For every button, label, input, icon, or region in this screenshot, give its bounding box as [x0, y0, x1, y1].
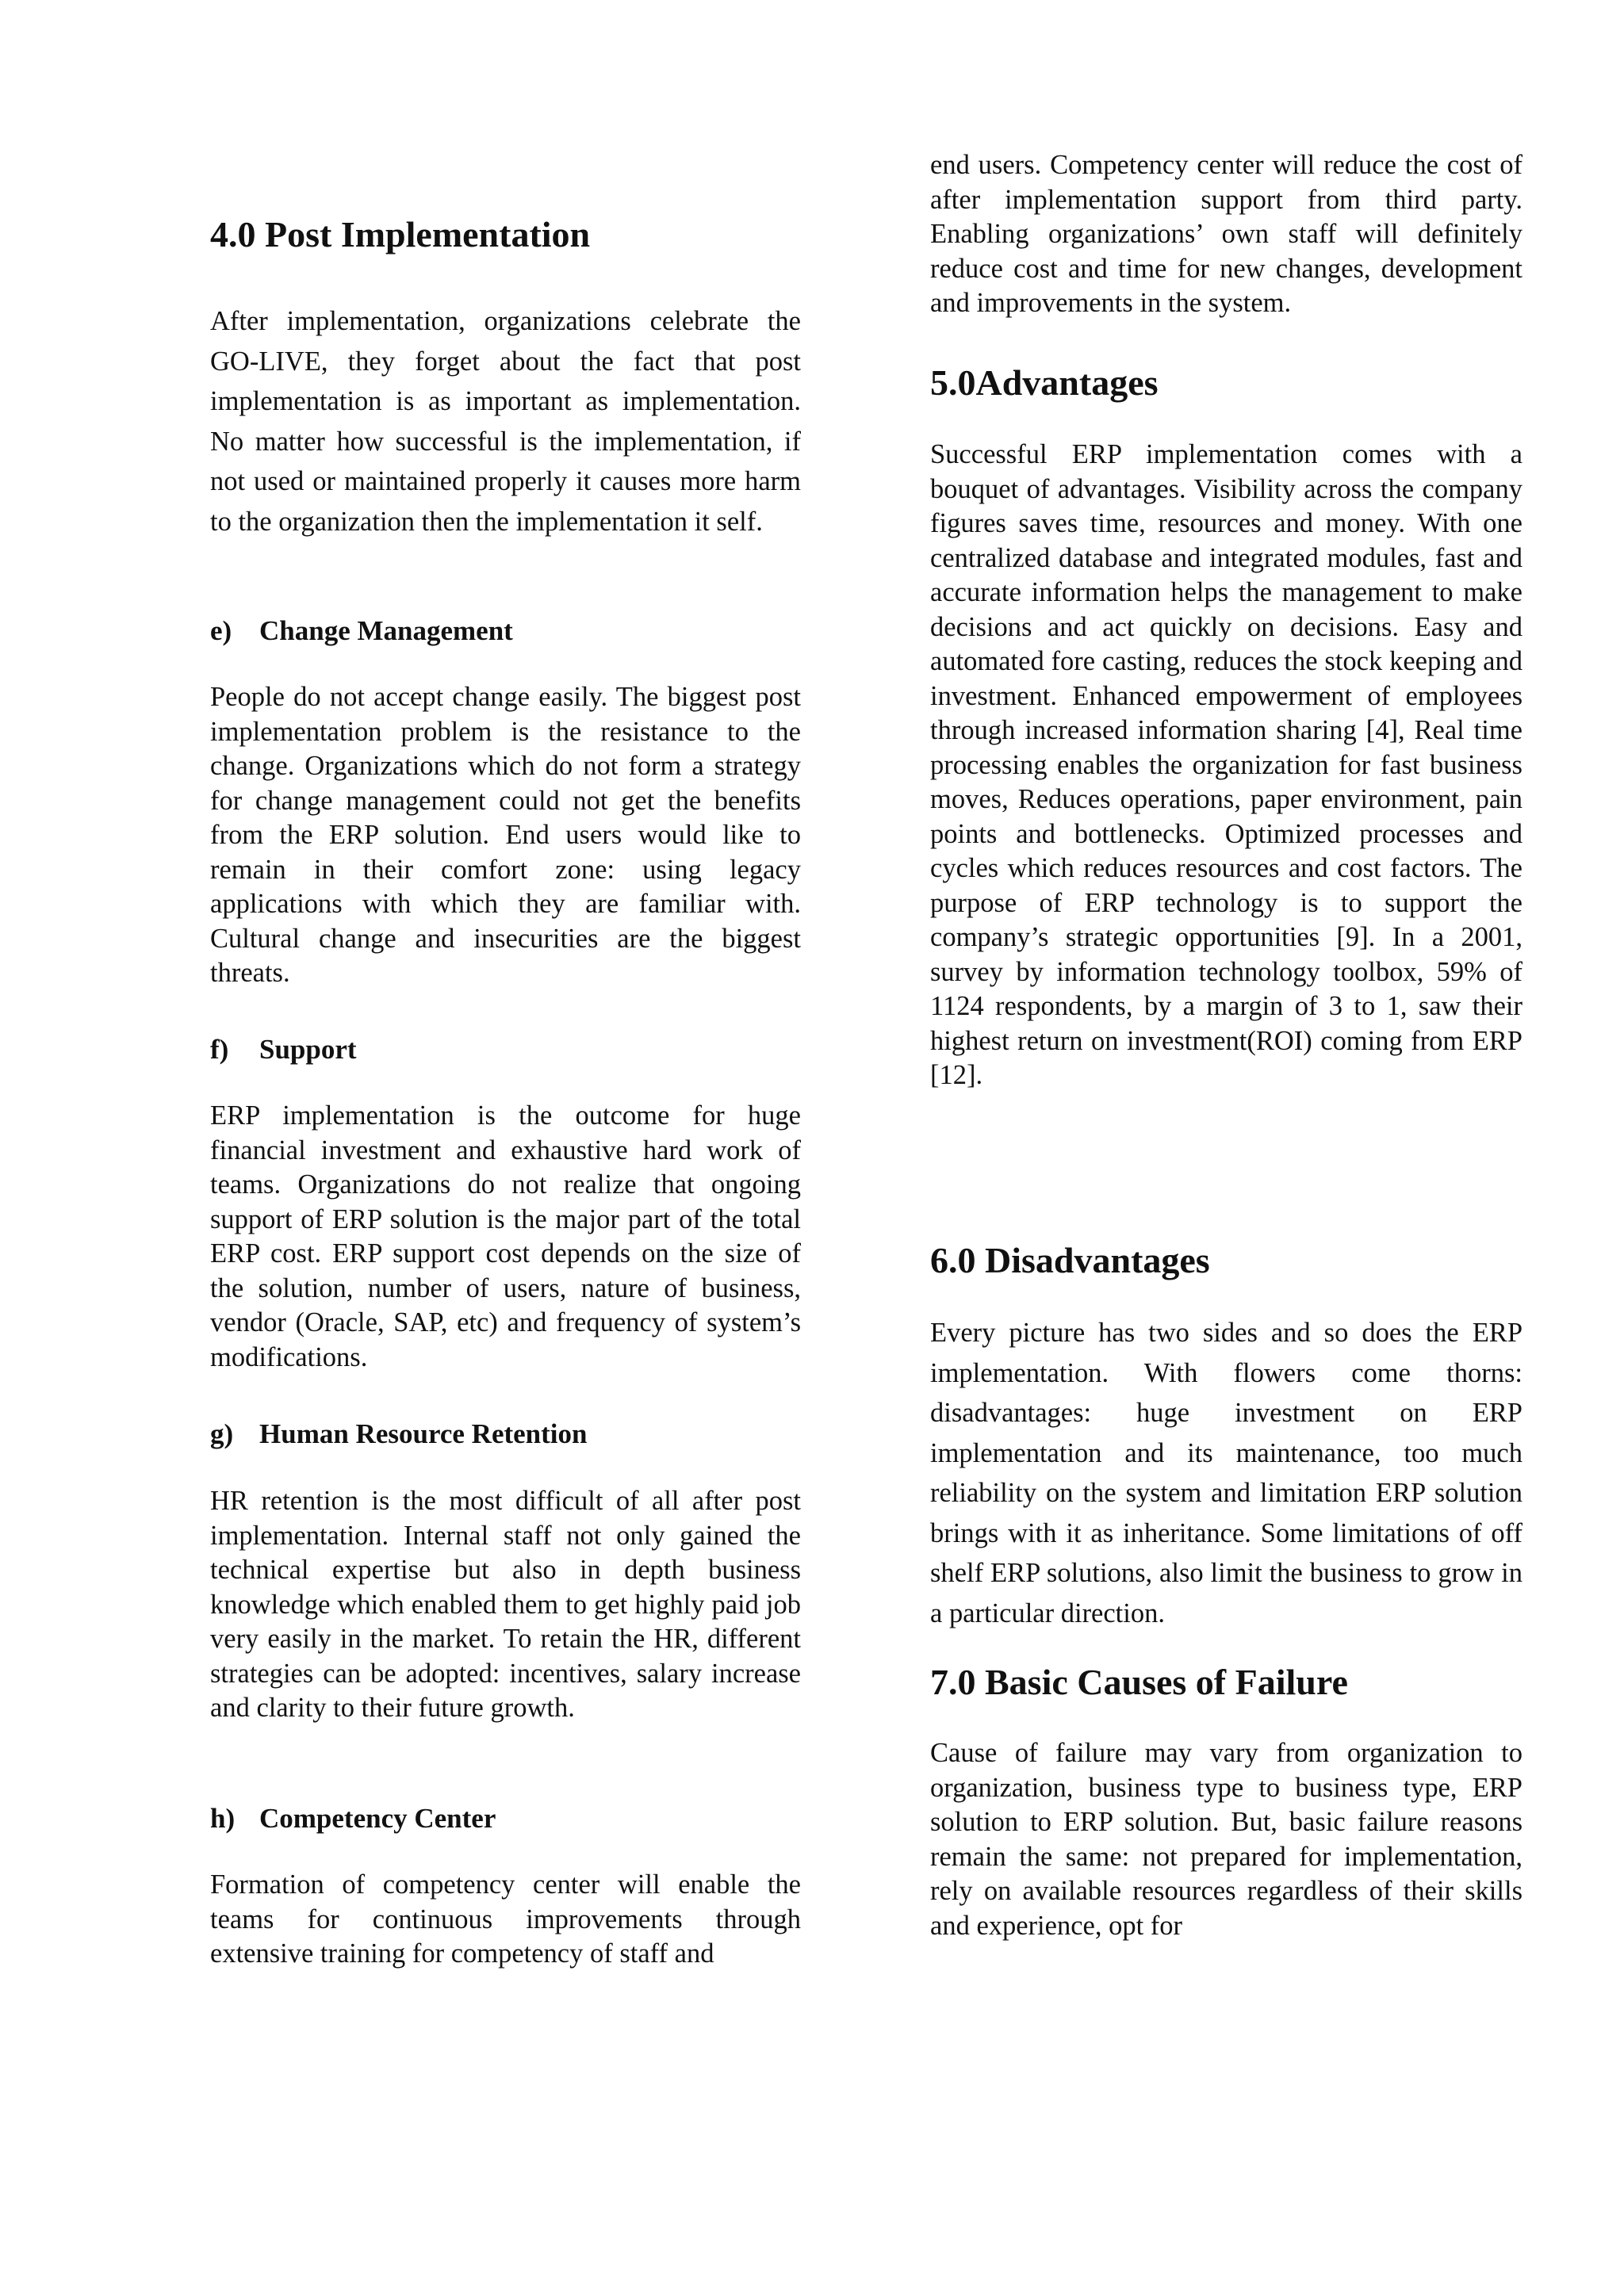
- section-6-heading: 6.0 Disadvantages: [930, 1240, 1210, 1280]
- subsection-h-heading: [210, 1801, 801, 1836]
- section-7-text: Cause of failure may vary from organization to organization, business type to business type, ERP solution to ERP solution. But, basic failure reasons remain the same: not prepared for implementation, rely on available resources regardless of their skills and experience, opt for: [930, 1738, 1522, 1941]
- continued-paragraph: end users. Competency center will reduce the cost of after implementation support from third party. Enabling organizations’ own staff will definitely reduce cost and time for new changes, development and improvements in the system.: [930, 150, 1522, 318]
- subsection-g-heading: [210, 1417, 801, 1452]
- section-5-heading: 5.0Advantages: [930, 362, 1159, 403]
- section-4-heading: 4.0 Post Implementation: [210, 214, 591, 254]
- subsection-f-heading: [210, 1032, 801, 1067]
- subsection-e-heading: [210, 614, 801, 649]
- subsection-g-text: HR retention is the most difficult of all after post implementation. Internal staff not only gained the technical expertise but also in depth business knowledge which enabled them to get highly paid job very easily in the market. To retain the HR, different strategies can be adopted: incentives, salary increase and clarity to their future growth.: [210, 1486, 801, 1723]
- subsection-g-title: Human Resource Retention: [259, 1418, 588, 1449]
- subsection-e-text: People do not accept change easily. The biggest post implementation problem is the resistance to the change. Organizations which do not form a strategy for change management could not get the benefits from the ERP solution. End users would like to remain in their comfort zone: using legacy applications with which they are familiar with. Cultural change and insecurities are the biggest threats.: [210, 682, 801, 988]
- section-7-heading: 7.0 Basic Causes of Failure: [930, 1662, 1348, 1702]
- subsection-h-text: Formation of competency center will enable the teams for continuous improvements through extensive training for competency of staff and: [210, 1869, 801, 1969]
- subsection-e-label: e): [210, 615, 232, 646]
- section-5-text: Successful ERP implementation comes with a bouquet of advantages. Visibility across the company figures saves time, resources and money. With one centralized database and integrated modules, fast and accurate information helps the management to make decisions and act quickly on decisions. Easy and automated fore casting, reduces the stock keeping and investment. Enhanced empowerment of employees through increased information sharing [4], Real time processing enables the organization for fast business moves, Reduces operations, paper environment, pain points and bottlenecks. Optimized processes and cycles which reduces resources and cost factors. The purpose of ERP technology is to support the company’s strategic opportunities [9]. In a 2001, survey by information technology toolbox, 59% of 1124 respondents, by a margin of 3 to 1, saw their highest return on investment(ROI) coming from ERP [12].: [930, 439, 1522, 1090]
- subsection-h-title: Competency Center: [259, 1803, 496, 1834]
- subsection-g-label: g): [210, 1418, 234, 1449]
- subsection-f-title: Support: [259, 1034, 357, 1065]
- section-6-text: Every picture has two sides and so does the ERP implementation. With flowers come thorns: disadvantages: huge investment on ERP implementation and its maintenance, too much reliability on the system and limitation ERP solution brings with it as inheritance. Some limitations of off shelf ERP solutions, also limit the business to grow in a particular direction.: [930, 1318, 1522, 1628]
- subsection-f-label: f): [210, 1034, 229, 1065]
- subsection-e-title: Change Management: [259, 615, 513, 646]
- subsection-f-text: ERP implementation is the outcome for huge financial investment and exhaustive hard work of teams. Organizations do not realize that ongoing support of ERP solution is the major part of the total ERP cost. ERP support cost depends on the size of the solution, number of users, nature of business, vendor (Oracle, SAP, etc) and frequency of system’s modifications.: [210, 1100, 801, 1372]
- section-4-intro: After implementation, organizations celebrate the GO-LIVE, they forget about the fact that post implementation is as important as implementation. No matter how successful is the implementation, if not used or maintained properly it causes more harm to the organization then the implementation it self.: [210, 306, 801, 537]
- subsection-h-label: h): [210, 1803, 236, 1834]
